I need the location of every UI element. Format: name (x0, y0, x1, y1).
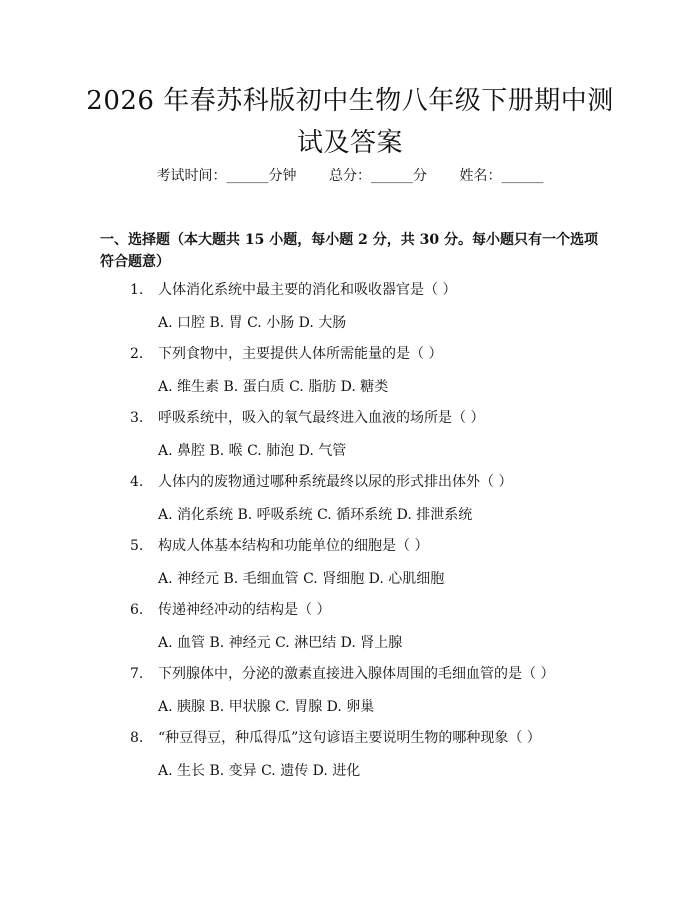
question-list (0, 278, 700, 790)
question-options: A. 维生素 B. 蛋白质 C. 脂肪 D. 糖类 (158, 379, 389, 395)
question-item (0, 726, 700, 790)
question-item (0, 470, 700, 534)
student-name-field: 姓名：______ (459, 168, 544, 184)
question-number: 4. (130, 474, 144, 490)
question-item (0, 342, 700, 406)
title-line-2: 试及答案 (296, 128, 403, 158)
question-stem: 人体消化系统中最主要的消化和吸收器官是（ ） (158, 282, 457, 298)
question-stem: 构成人体基本结构和功能单位的细胞是（ ） (158, 538, 429, 554)
question-options: A. 消化系统 B. 呼吸系统 C. 循环系统 D. 排泄系统 (158, 507, 473, 523)
question-options: A. 神经元 B. 毛细血管 C. 肾细胞 D. 心肌细胞 (158, 571, 445, 587)
question-item (0, 598, 700, 662)
question-item (0, 406, 700, 470)
question-options: A. 鼻腔 B. 喉 C. 肺泡 D. 气管 (158, 443, 347, 459)
total-score-field: 总分：______分 (329, 168, 427, 184)
question-stem: 传递神经冲动的结构是（ ） (158, 602, 331, 618)
question-item (0, 534, 700, 598)
question-number: 2. (130, 346, 144, 362)
question-options: A. 生长 B. 变异 C. 遗传 D. 进化 (158, 763, 361, 779)
question-number: 1. (130, 282, 144, 298)
question-item (0, 278, 700, 342)
question-number: 8. (130, 730, 144, 746)
page-title (60, 80, 640, 164)
question-stem: 呼吸系统中，吸入的氧气最终进入血液的场所是（ ） (158, 410, 485, 426)
question-stem: 下列腺体中，分泌的激素直接进入腺体周围的毛细血管的是（ ） (158, 666, 555, 682)
question-options: A. 胰腺 B. 甲状腺 C. 胃腺 D. 卵巢 (158, 699, 375, 715)
question-stem: “种豆得豆，种瓜得瓜”这句谚语主要说明生物的哪种现象（ ） (158, 730, 541, 746)
section-heading: 一、选择题（本大题共 15 小题，每小题 2 分，共 30 分。每小题只有一个选项符合题意） (100, 232, 598, 270)
question-number: 3. (130, 410, 144, 426)
question-item (0, 662, 700, 726)
question-options: A. 口腔 B. 胃 C. 小肠 D. 大肠 (158, 315, 347, 331)
question-number: 5. (130, 538, 144, 554)
question-options: A. 血管 B. 神经元 C. 淋巴结 D. 肾上腺 (158, 635, 403, 651)
question-number: 7. (130, 666, 144, 682)
question-number: 6. (130, 602, 144, 618)
question-stem: 人体内的废物通过哪种系统最终以尿的形式排出体外（ ） (158, 474, 513, 490)
question-stem: 下列食物中，主要提供人体所需能量的是（ ） (158, 346, 443, 362)
title-line-1: 2026 年春苏科版初中生物八年级下册期中测 (86, 86, 614, 116)
exam-time-field: 考试时间：______分钟 (156, 168, 297, 184)
exam-info-row (0, 166, 700, 186)
